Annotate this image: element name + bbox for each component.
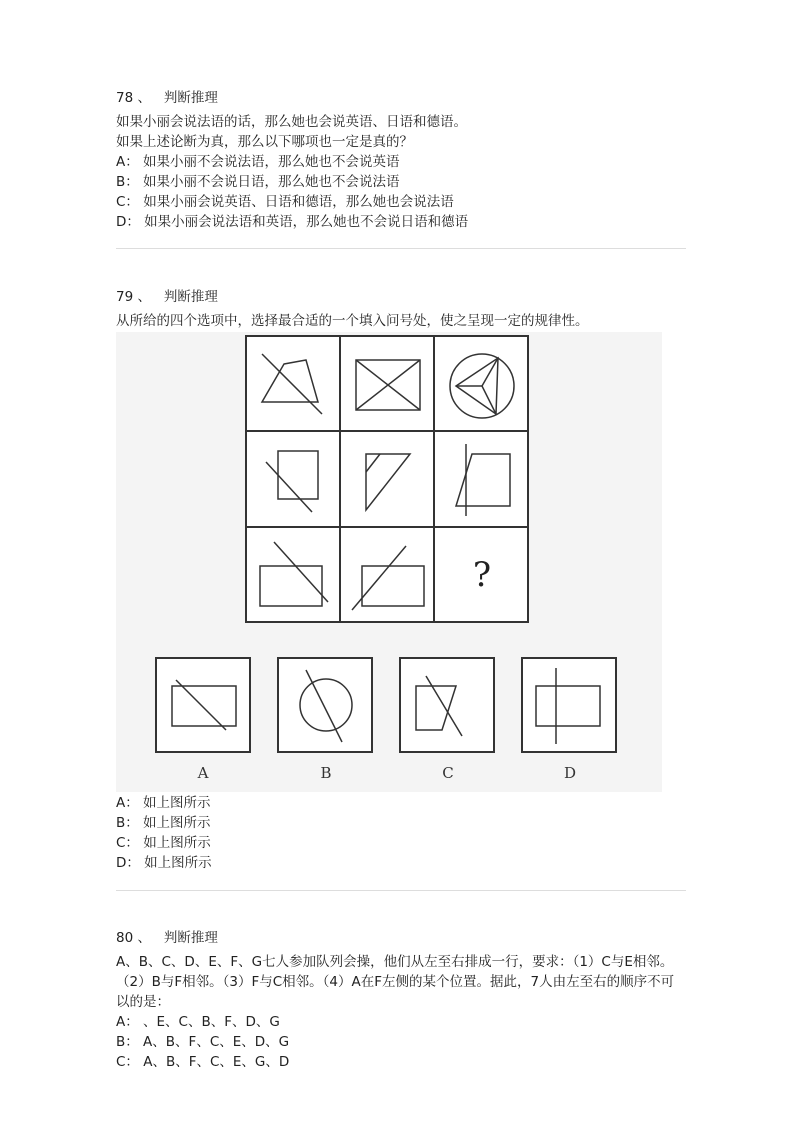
question-stem-line: 如果小丽会说法语的话，那么她也会说英语、日语和德语。 — [116, 114, 467, 130]
question-number: 78 、 — [116, 90, 151, 106]
option-c: C： 如果小丽会说英语、日语和德语，那么她也会说法语 — [116, 194, 454, 210]
choice-label-c: C — [442, 764, 454, 782]
section-divider — [116, 248, 686, 249]
question-header — [116, 88, 686, 108]
question-stem: A、B、C、D、E、F、G七人参加队列会操，他们从左至右排成一行，要求：（1）C与E相邻。（2）B与F相邻。（3）F与C相邻。（4）A在F左侧的某个位置。据此，7人由左至右的顺序不可以的是： — [116, 954, 675, 1010]
option-b: B： A、B、F、C、E、D、G — [116, 1034, 290, 1050]
question-number: 79 、 — [116, 289, 151, 305]
question-stem: 从所给的四个选项中，选择最合适的一个填入问号处，使之呈现一定的规律性。 — [116, 313, 589, 329]
choice-label-b: B — [320, 764, 332, 782]
question-figure — [116, 332, 662, 792]
choice-b-figure — [278, 658, 372, 752]
question-header — [116, 287, 686, 307]
question-stem-line: 如果上述论断为真，那么以下哪项也一定是真的？ — [116, 134, 413, 150]
question-78 — [116, 88, 686, 232]
option-a: A： 如上图所示 — [116, 795, 211, 811]
figure-svg — [116, 332, 662, 792]
option-a: A： 、E、C、B、F、D、G — [116, 1014, 280, 1030]
choice-c-figure — [400, 658, 494, 752]
option-a: A： 如果小丽不会说法语，那么她也不会说英语 — [116, 154, 400, 170]
question-79 — [116, 287, 686, 331]
option-c: C： 如上图所示 — [116, 835, 211, 851]
option-c: C： A、B、F、C、E、G、D — [116, 1054, 290, 1070]
option-d: D： 如上图所示 — [116, 855, 212, 871]
question-type: 判断推理 — [163, 289, 218, 305]
question-79-options — [116, 793, 686, 873]
option-b: B： 如果小丽不会说日语，那么她也不会说法语 — [116, 174, 400, 190]
choice-label-d: D — [563, 764, 577, 782]
question-type: 判断推理 — [163, 930, 218, 946]
choice-label-a: A — [197, 764, 209, 782]
choice-d-figure — [522, 658, 616, 752]
choice-a-figure — [156, 658, 250, 752]
question-mark: ? — [472, 555, 492, 595]
question-type: 判断推理 — [163, 90, 218, 106]
question-number: 80 、 — [116, 930, 151, 946]
question-header — [116, 928, 686, 948]
question-80 — [116, 928, 686, 1072]
option-b: B： 如上图所示 — [116, 815, 211, 831]
section-divider — [116, 890, 686, 891]
option-d: D： 如果小丽会说法语和英语，那么她也不会说日语和德语 — [116, 214, 469, 230]
